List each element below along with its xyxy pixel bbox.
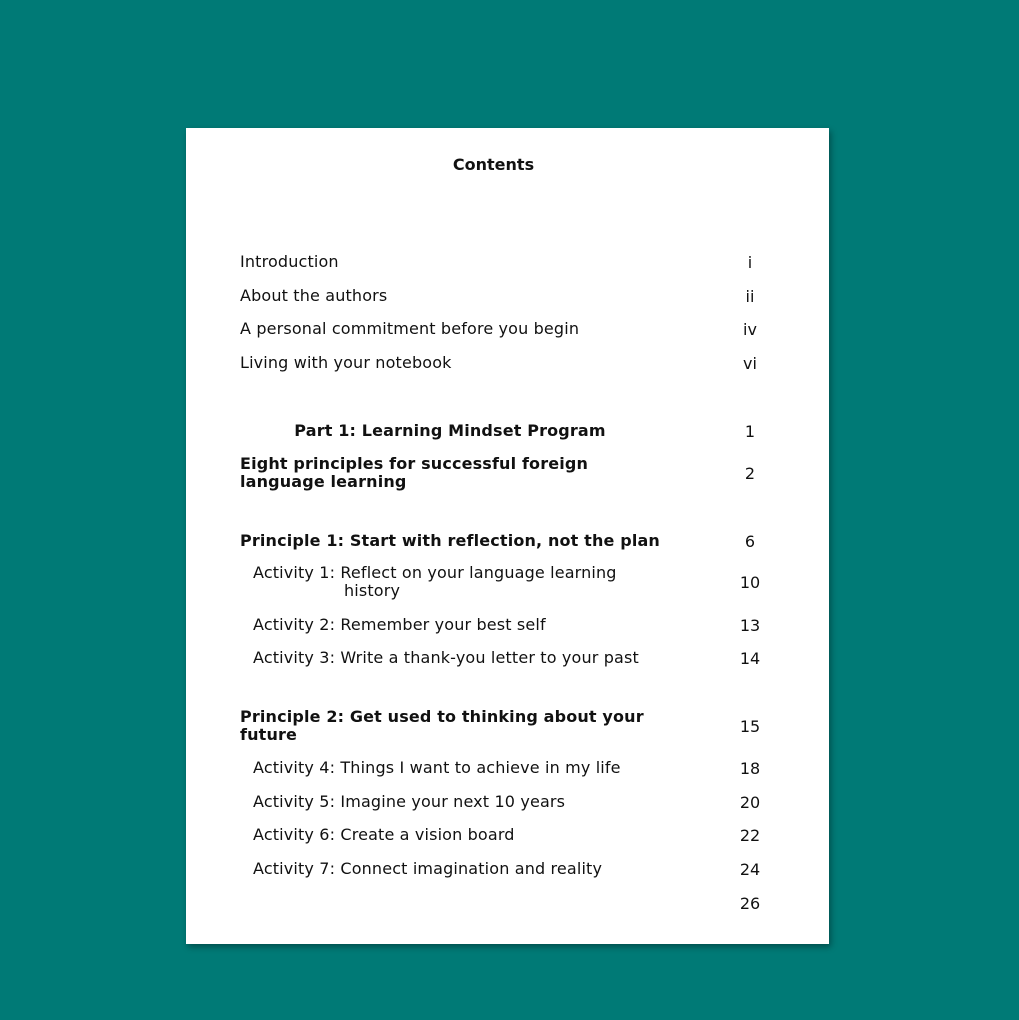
toc-entry-label-line1: Principle 2: Get used to thinking about your	[240, 707, 644, 726]
toc-entry-principle-1[interactable]	[240, 523, 800, 559]
toc-entry-activity-7[interactable]	[240, 851, 800, 887]
toc-entry-label: Activity 6: Create a vision board	[253, 825, 515, 844]
toc-entry-label: Activity 3: Write a thank-you letter to your past	[253, 648, 639, 667]
toc-entry-page: 22	[739, 825, 761, 845]
toc-entry-activity-4[interactable]	[240, 750, 800, 786]
toc-entry-page: 15	[739, 716, 761, 736]
toc-entry-personal-commitment[interactable]	[240, 311, 800, 347]
toc-entry-living-notebook[interactable]	[240, 345, 800, 381]
toc-entry-page: i	[747, 252, 753, 272]
toc-entry-label	[240, 455, 680, 491]
toc-entry-label	[240, 708, 680, 744]
toc-entry-page: 24	[739, 859, 761, 879]
toc-entry-page: 13	[739, 615, 761, 635]
toc-entry-activity-3[interactable]	[240, 640, 800, 676]
toc-entry-page: 10	[739, 572, 761, 592]
toc-entry-label: Introduction	[240, 252, 339, 271]
toc-entry-label-line2: history	[344, 581, 401, 600]
toc-entry-activity-5[interactable]	[240, 784, 800, 820]
toc-entry-eight-principles[interactable]	[240, 455, 800, 491]
toc-entry-page: 18	[739, 758, 761, 778]
contents-page	[186, 128, 829, 944]
toc-entry-page: 20	[739, 792, 761, 812]
toc-entry-label: Activity 7: Connect imagination and reality	[253, 859, 603, 878]
toc-entry-label-line2: language learning	[240, 472, 407, 491]
toc-entry-label-line1: Eight principles for successful foreign	[240, 454, 589, 473]
toc-entry-label-line2: future	[240, 725, 298, 744]
toc-entry-activity-2[interactable]	[240, 607, 800, 643]
toc-entry-label: Part 1: Learning Mindset Program	[294, 421, 606, 440]
toc-entry-trailing-page[interactable]	[240, 885, 800, 921]
toc-entry-label: Living with your notebook	[240, 353, 452, 372]
toc-entry-about-authors[interactable]	[240, 278, 800, 314]
toc-entry-page: 26	[739, 893, 761, 913]
toc-entry-activity-1[interactable]	[240, 564, 800, 600]
toc-entry-page: ii	[745, 286, 755, 306]
toc-entry-page: 2	[744, 463, 756, 483]
toc-entry-principle-2[interactable]	[240, 708, 800, 744]
toc-entry-part-1[interactable]	[240, 413, 800, 449]
toc-entry-label: A personal commitment before you begin	[240, 319, 580, 338]
toc-entry-activity-6[interactable]	[240, 817, 800, 853]
toc-entry-page: 14	[739, 648, 761, 668]
toc-entry-page: vi	[743, 353, 757, 373]
page-title: Contents	[452, 155, 535, 174]
toc-entry-introduction[interactable]	[240, 244, 800, 280]
toc-entry-page: 1	[744, 421, 756, 441]
toc-entry-page: 6	[744, 531, 756, 551]
toc-entry-page: iv	[743, 319, 757, 339]
toc-entry-label: Activity 4: Things I want to achieve in my life	[253, 758, 621, 777]
toc-entry-label: Activity 2: Remember your best self	[253, 615, 546, 634]
toc-entry-label: About the authors	[240, 286, 388, 305]
toc-entry-label	[253, 564, 693, 600]
toc-entry-label: Activity 5: Imagine your next 10 years	[253, 792, 566, 811]
toc-entry-label: Principle 1: Start with reflection, not the plan	[240, 531, 660, 550]
toc-entry-label	[240, 885, 680, 921]
toc-entry-label-line1: Activity 1: Reflect on your language learning	[253, 563, 617, 582]
